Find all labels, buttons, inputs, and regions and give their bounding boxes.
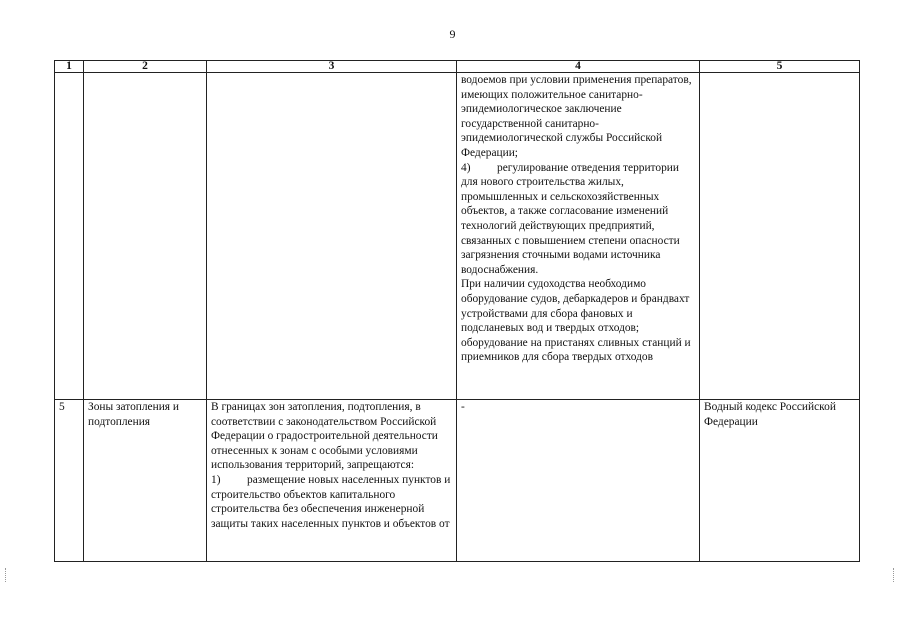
- header-col-4: 4: [457, 61, 700, 73]
- item-number: 1): [211, 473, 221, 486]
- row-1-zone: [84, 73, 207, 400]
- scan-edge-mark: [5, 568, 7, 582]
- table-row: [55, 400, 860, 562]
- row-2-restrictions: [207, 400, 457, 562]
- measures-paragraph-1: водоемов при условии применения препаратов, имеющих положительное санитарно-эпидемиологическое заключение государственной санитарно-эпидемиологической службы Российской Федерации;: [461, 74, 692, 159]
- row-1-measures: [457, 73, 700, 400]
- row-2-measures: -: [457, 400, 700, 562]
- measures-item-4: [461, 161, 695, 278]
- header-row: [55, 61, 860, 73]
- row-1-number: [55, 73, 84, 400]
- header-col-1: 1: [55, 61, 84, 73]
- item-text: регулирование отведения территории для нового строительства жилых, промышленных и сельскохозяйственных объектов, а также согласование изменений технологий действующих предприятий, связанных с повышением степени опасности загрязнения сточными водами источника водоснабжения.: [461, 161, 680, 276]
- item-number: 4): [461, 161, 471, 174]
- row-2-zone: Зоны затопления и подтопления: [84, 400, 207, 562]
- header-col-3: 3: [207, 61, 457, 73]
- measures-paragraph-3: При наличии судоходства необходимо оборудование судов, дебаркадеров и брандвахт устройствами для сбора фановых и подсланевых вод и твердых отходов; оборудование на пристанях сливных станций и приемников для сбора твердых отходов: [461, 278, 691, 364]
- requirements-table: [54, 60, 860, 562]
- scan-edge-mark: [893, 568, 895, 582]
- table-row: [55, 73, 860, 400]
- row-1-restrictions: [207, 73, 457, 400]
- row-2-number: 5: [55, 400, 84, 562]
- row-2-legal-basis: Водный кодекс Российской Федерации: [700, 400, 860, 562]
- header-col-2: 2: [84, 61, 207, 73]
- row-1-legal-basis: [700, 73, 860, 400]
- item-text: размещение новых населенных пунктов и строительство объектов капитального строительства без обеспечения инженерной защиты таких населенных пунктов и объектов от: [211, 473, 451, 530]
- page-number: 9: [449, 27, 456, 41]
- restrictions-item-1: [211, 473, 452, 531]
- header-col-5: 5: [700, 61, 860, 73]
- restrictions-paragraph-1: В границах зон затопления, подтопления, в соответствии с законодательством Российской Федерации о градостроительной деятельности отнесенных к зонам с особыми условиями использования территорий, запрещаются:: [211, 401, 438, 472]
